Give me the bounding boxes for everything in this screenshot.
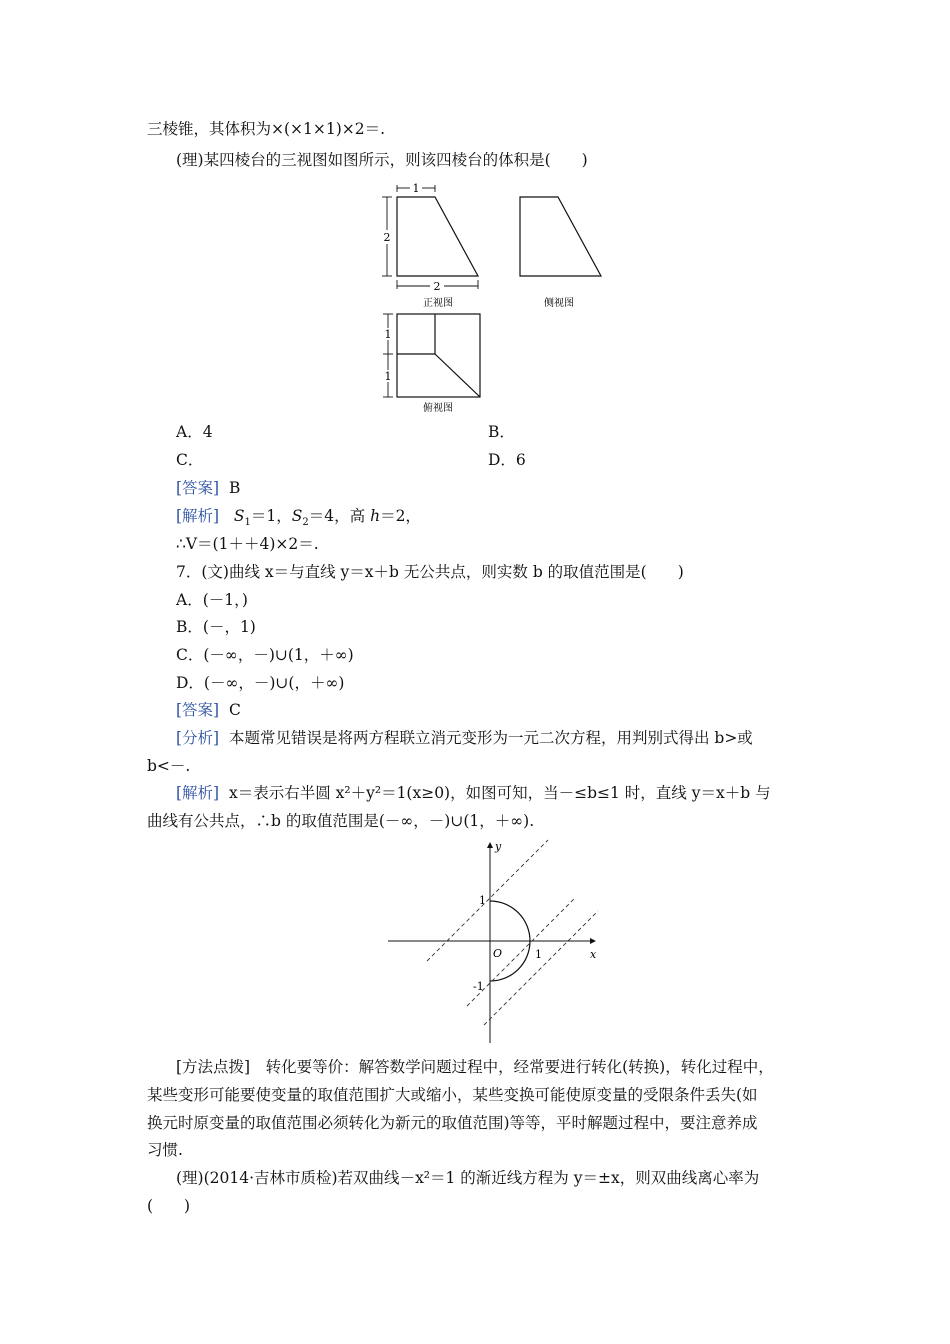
front-view-shape: [397, 197, 478, 276]
three-view-figure: [370, 180, 620, 420]
s2-symbol: S: [291, 507, 303, 525]
front-view-label: 正视图: [423, 298, 453, 309]
answer-value: C: [228, 701, 241, 719]
analysis-hint: [176, 728, 753, 748]
question-li-2-cont: ( ): [147, 1197, 191, 1215]
analysis-1: [176, 506, 421, 529]
analysis-tag: [解析]: [176, 784, 220, 802]
option-b: B．: [488, 423, 515, 441]
side-view-label: 侧视图: [544, 298, 574, 309]
answer-tag: [答案]: [176, 479, 220, 497]
h-symbol: h: [370, 507, 381, 525]
dim-label-bottom: 2: [433, 280, 441, 293]
volume-line: ∴V＝(1＋＋4)×2＝.: [176, 535, 319, 553]
question-7: 7．(文)曲线 x＝与直线 y＝x＋b 无公共点，则实数 b 的取值范围是( ): [176, 563, 684, 581]
q7-option-c: C．(－∞，－)∪(1，＋∞): [176, 646, 354, 664]
option-a: A．4: [176, 423, 213, 441]
analysis-2: [176, 783, 771, 803]
tick-label-x-pos: 1: [535, 948, 542, 961]
answer-1: [176, 478, 240, 498]
dim-label-top: 1: [412, 182, 420, 195]
method-tip-line-4: 习惯.: [147, 1141, 183, 1159]
dim-label-top-view-2: 1: [384, 370, 392, 383]
question-li-2: (理)(2014·吉林市质检)若双曲线－x²＝1 的渐近线方程为 y＝±x，则双曲线离心率为: [176, 1169, 760, 1187]
analysis-text-cont: 曲线有公共点，∴b 的取值范围是(－∞，－)∪(1，＋∞).: [147, 812, 535, 830]
side-view-shape: [520, 197, 601, 276]
origin-label: O: [493, 947, 503, 960]
dim-label-top-view-1: 1: [384, 328, 392, 341]
q7-option-a: A．(－1，): [176, 591, 248, 609]
text-line-1: 三棱锥，其体积为×(×1×1)×2＝.: [147, 120, 386, 138]
method-tip-line-3: 换元时原变量的取值范围必须转化为新元的取值范围)等等，平时解题过程中，要注意养成: [147, 1114, 758, 1132]
q7-option-d: D．(－∞，－)∪(，＋∞): [176, 674, 345, 692]
method-tip-line-2: 某些变形可能要使变量的取值范围扩大或缩小，某些变换可能使原变量的受限条件丢失(如: [147, 1086, 758, 1104]
s2-value: ＝4，高: [308, 507, 366, 525]
s1-subscript: 1: [244, 517, 251, 529]
q7-option-b: B．(－，1): [176, 618, 256, 636]
dim-label-left: 2: [383, 231, 391, 244]
hint-text-cont: b<－.: [147, 757, 191, 775]
analysis-text: x＝表示右半圆 x²＋y²＝1(x≥0)，如图可知，当－≤b≤1 时，直线 y＝x＋b 与: [228, 784, 771, 802]
answer-tag: [答案]: [176, 701, 220, 719]
axis-label-y: y: [495, 840, 502, 853]
option-d: D．6: [488, 451, 526, 469]
tick-label-y-pos: 1: [479, 894, 486, 907]
question-line-li: (理)某四棱台的三视图如图所示，则该四棱台的体积是( ): [176, 151, 588, 169]
hint-text: 本题常见错误是将两方程联立消元变形为一元二次方程，用判别式得出 b>或: [228, 729, 753, 747]
option-c: C．: [176, 451, 204, 469]
s2-subscript: 2: [302, 517, 309, 529]
h-value: ＝2，: [380, 507, 421, 525]
analysis-tag: [解析]: [176, 507, 220, 525]
answer-value: B: [228, 479, 241, 497]
method-tip-line-1: [方法点拨] 转化要等价：解答数学问题过程中，经常要进行转化(转换)，转化过程中，: [176, 1058, 774, 1076]
tick-label-y-neg: -1: [473, 980, 484, 993]
top-view-label: 俯视图: [423, 403, 453, 414]
s1-value: ＝1，: [250, 507, 292, 525]
answer-2: [176, 700, 241, 720]
s1-symbol: S: [233, 507, 245, 525]
semicircle-graph: [385, 838, 605, 1048]
hint-tag: [分析]: [176, 729, 220, 747]
axis-label-x: x: [590, 948, 597, 961]
line-lower: [484, 911, 598, 1025]
